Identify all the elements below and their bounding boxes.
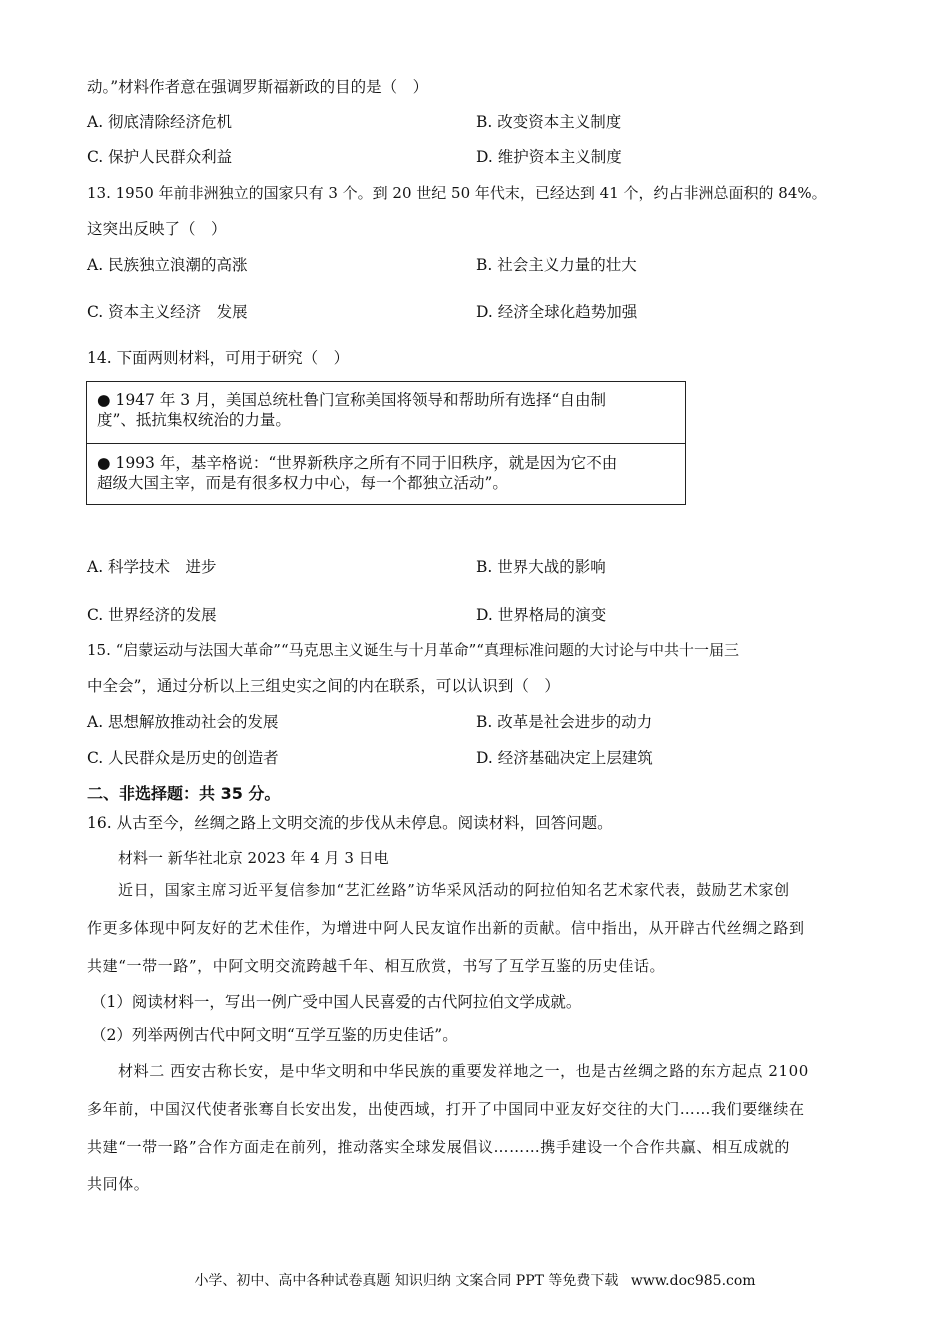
q14-material2-line1: ● 1993 年，基辛格说：“世界新秩序之所有不同于旧秩序，就是因为它不由 [97, 454, 618, 472]
q16-sub2: （2）列举两例古代中阿文明“互学互鉴的历史佳话”。 [91, 1026, 458, 1044]
q16-material1-line2: 作更多体现中阿友好的艺术佳作，为增进中阿人民友谊作出新的贡献。信中指出，从开辟古代丝绸之路到 [87, 919, 805, 937]
q14-option-a: A. 科学技术 进步 [87, 558, 217, 576]
q16-material2-line2: 多年前，中国汉代使者张骞自长安出发，出使西域，打开了中国同中亚友好交往的大门……我们要继续在 [87, 1100, 805, 1118]
q16-material1-title: 材料一 新华社北京 2023 年 4 月 3 日电 [118, 849, 389, 867]
q12-stem-end: 动。”材料作者意在强调罗斯福新政的目的是（ ） [87, 78, 429, 96]
q14-material-table [86, 381, 686, 505]
q14-material1-line2: 度”、抵抗集权统治的力量。 [97, 411, 291, 429]
q15-option-b: B. 改革是社会进步的动力 [476, 713, 653, 731]
q14-option-d: D. 世界格局的演变 [476, 606, 607, 624]
footer-site-link[interactable]: www.doc985.com [630, 1273, 756, 1289]
q15-option-c: C. 人民群众是历史的创造者 [87, 749, 279, 767]
q13-option-a: A. 民族独立浪潮的高涨 [87, 256, 248, 274]
q13-stem-line2: 这突出反映了（ ） [87, 220, 227, 238]
q14-option-c: C. 世界经济的发展 [87, 606, 217, 624]
q14-material2-line2: 超级大国主宰，而是有很多权力中心，每一个都独立活动”。 [97, 474, 508, 492]
q14-option-b: B. 世界大战的影响 [476, 558, 606, 576]
q13-option-c: C. 资本主义经济 发展 [87, 303, 248, 321]
q16-stem: 16. 从古至今，丝绸之路上文明交流的步伐从未停息。阅读材料，回答问题。 [87, 814, 613, 832]
q14-material1-line1: ● 1947 年 3 月，美国总统杜鲁门宣称美国将领导和帮助所有选择“自由制 [97, 391, 606, 409]
q13-option-d: D. 经济全球化趋势加强 [476, 303, 638, 321]
section2-heading: 二、非选择题：共 35 分。 [87, 784, 281, 803]
q14-stem: 14. 下面两则材料，可用于研究（ ） [87, 349, 350, 367]
q13-option-b: B. 社会主义力量的壮大 [476, 256, 637, 274]
q16-material1-line3: 共建“一带一路”，中阿文明交流跨越千年、相互欣赏，书写了互学互鉴的历史佳话。 [87, 957, 666, 975]
q13-stem-line1: 13. 1950 年前非洲独立的国家只有 3 个。到 20 世纪 50 年代末，已经达到 41 个，约占非洲总面积的 84%。 [87, 184, 827, 202]
q15-option-a: A. 思想解放推动社会的发展 [87, 713, 279, 731]
q12-option-a: A. 彻底清除经济危机 [87, 113, 233, 131]
q16-sub1: （1）阅读材料一，写出一例广受中国人民喜爱的古代阿拉伯文学成就。 [91, 993, 582, 1011]
q12-option-c: C. 保护人民群众利益 [87, 148, 233, 166]
q16-material2-line1: 材料二 西安古称长安，是中华文明和中华民族的重要发祥地之一，也是古丝绸之路的东方起点 2100 [118, 1062, 809, 1080]
q12-option-d: D. 维护资本主义制度 [476, 148, 622, 166]
page-footer [0, 1270, 950, 1290]
q15-stem-line1: 15. “启蒙运动与法国大革命”“马克思主义诞生与十月革命”“真理标准问题的大讨论与中共十一届三 [87, 641, 739, 659]
q15-stem-line2: 中全会”，通过分析以上三组史实之间的内在联系，可以认识到（ ） [87, 677, 560, 695]
q12-option-b: B. 改变资本主义制度 [476, 113, 622, 131]
q16-material1-line1: 近日，国家主席习近平复信参加“艺汇丝路”访华采风活动的阿拉伯知名艺术家代表，鼓励艺术家创 [118, 881, 790, 899]
table-divider [87, 443, 685, 444]
q15-option-d: D. 经济基础决定上层建筑 [476, 749, 653, 767]
q16-material2-line4: 共同体。 [87, 1175, 150, 1193]
footer-text: 小学、初中、高中各种试卷真题 知识归纳 文案合同 PPT 等免费下载 [194, 1273, 619, 1289]
q16-material2-line3: 共建“一带一路”合作方面走在前列，推动落实全球发展倡议………携手建设一个合作共赢、相互成就的 [87, 1138, 790, 1156]
